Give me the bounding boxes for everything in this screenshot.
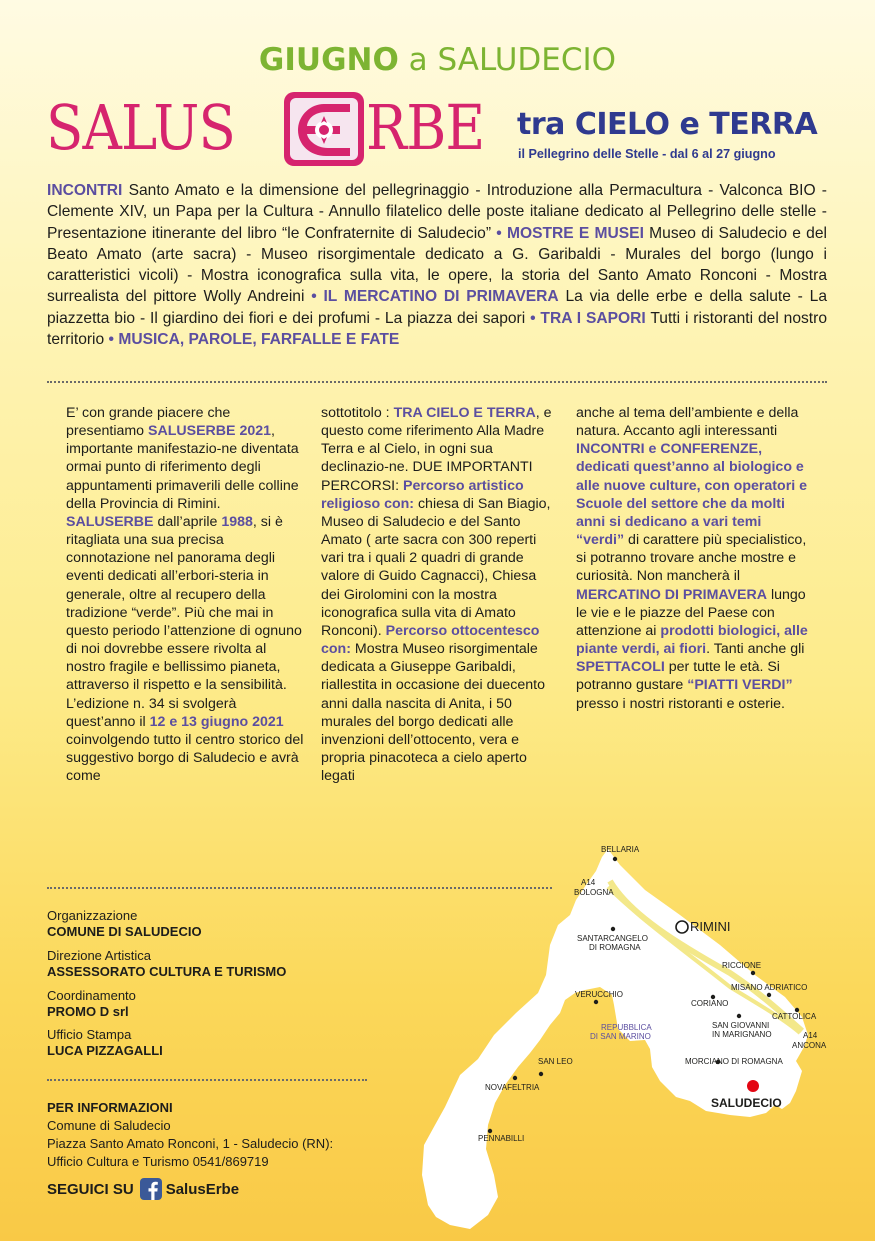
map-label-a14-bottom: A14: [803, 1031, 818, 1040]
month-word: GIUGNO: [258, 42, 399, 78]
follow-label: SEGUICI SU: [47, 1180, 134, 1198]
map-label-misano: MISANO ADRIATICO: [731, 983, 808, 992]
map-label-ancona: ANCONA: [792, 1041, 827, 1050]
mostre-heading: • MOSTRE E MUSEI: [496, 224, 644, 242]
col1-text-3: dall’aprile: [153, 513, 222, 530]
logo-text-salus: SALUS: [46, 91, 235, 164]
col1-text-2: , importante manifestazio-ne diventata ormai punto di riferimento degli appuntamenti primaverili delle colline della Provincia di Rimini.: [66, 423, 299, 512]
incontri-heading: INCONTRI: [47, 182, 123, 199]
col3-text-4: . Tanti anche gli: [706, 641, 805, 658]
col3-highlight-2: MERCATINO DI PRIMAVERA: [576, 586, 768, 603]
col2-highlight-1: TRA CIELO E TERRA: [393, 405, 536, 421]
col3-highlight-1: INCONTRI e CONFERENZE, dedicati quest’anno al biologico e alle nuove culture, con operatori e Scuole del settore che da molti anni si dedicano a vari temi “verdi”: [576, 441, 807, 549]
col1-text-1: E’ con grande piacere che presentiamo: [66, 405, 231, 440]
col2-text-3: chiesa di San Biagio, Museo di Saludecio e del Santo Amato ( arte sacra con 300 reperti vari tra i quali 2 quadri di grande valore di Guido Cagnacci), Chiesa dei Girolomini con la mostra iconografica sulla vita di Amato Ronconi).: [321, 495, 551, 639]
col3-text-5: per tutte le età. Si potranno gustare: [576, 659, 780, 694]
map-label-repubblica-1: REPUBBLICA: [601, 1023, 652, 1032]
col3-text-3: lungo le vie e le piazze del Paese con attenzione ai: [576, 586, 806, 639]
col1-highlight-1: SALUSERBE 2021: [148, 423, 272, 440]
map-label-san-giovanni-2: IN MARIGNANO: [712, 1030, 772, 1039]
col2-text-2: , e questo come riferimento Alla Madre Terra e al Cielo, in ogni sua declinazio-ne. DUE IMPORTANTI PERCORSI:: [321, 405, 552, 494]
map-label-rimini: RIMINI: [690, 919, 731, 934]
col3-text-6: presso i nostri ristoranti e osterie.: [576, 695, 785, 712]
facebook-icon: [140, 1178, 162, 1200]
info-line-1: Comune di Saludecio: [47, 1118, 171, 1133]
map-label-repubblica-2: DI SAN MARINO: [590, 1032, 651, 1041]
credit-item: [47, 1027, 367, 1067]
col1-highlight-2: SALUSERBE: [66, 513, 154, 530]
map-label-morciano: MORCIANO DI ROMAGNA: [685, 1057, 783, 1066]
intro-column-3: [576, 404, 808, 713]
credit-label: Coordinamento: [47, 988, 136, 1003]
intro-column-1: [66, 404, 304, 785]
map-label-santarcangelo-2: DI ROMAGNA: [589, 943, 641, 952]
col1-highlight-4: 12 e 13 giugno 2021: [149, 713, 284, 730]
col2-highlight-3: Percorso ottocentesco con:: [321, 622, 540, 658]
map-label-santarcangelo-1: SANTARCANGELO: [577, 934, 648, 943]
divider-bottom: [47, 1079, 367, 1081]
sapori-text: Tutti i ristoranti del nostro territorio: [47, 309, 827, 349]
month-rest: a SALUDECIO: [398, 42, 617, 78]
col3-text-2: di carattere più specialistico, si potranno trovare anche mostre e curiosità. Non mancherà il: [576, 532, 807, 585]
month-title: [0, 42, 875, 78]
credit-label: Organizzazione: [47, 908, 138, 923]
social-follow[interactable]: [47, 1175, 239, 1203]
saludecio-dot-icon: [747, 1080, 759, 1092]
program-summary: [47, 180, 827, 350]
credit-label: Direzione Artistica: [47, 948, 152, 963]
logo-text-rbe: RBE: [366, 91, 485, 164]
mercatino-heading: • IL MERCATINO DI PRIMAVERA: [311, 288, 559, 306]
musica-heading: • MUSICA, PAROLE, FARFALLE E FATE: [108, 331, 400, 349]
incontri-text: Santo Amato e la dimensione del pellegrinaggio - Introduzione alla Permacultura - Valconca BIO - Clemente XIV, un Papa per la Cultura - Annullo filatelico delle poste italiane dedicato al Pellegrino delle stelle - Presentazione itinerante del libro “le Confraternite di Saludecio”: [47, 182, 827, 242]
credit-item: [47, 908, 367, 948]
sapori-heading: • TRA I SAPORI: [530, 309, 646, 327]
social-handle[interactable]: SalusErbe: [165, 1180, 240, 1198]
credit-value: ASSESSORATO CULTURA E TURISMO: [47, 964, 287, 979]
intro-column-2: [321, 404, 556, 785]
map-label-a14-top: A14: [581, 878, 596, 887]
map-label-novafeltria: NOVAFELTRIA: [485, 1083, 540, 1092]
info-line-3: Ufficio Cultura e Turismo 0541/869719: [47, 1154, 269, 1169]
col2-text-4: Mostra Museo risorgimentale dedicata a Giuseppe Garibaldi, riallestita in occasione dei duecento anni dalla nascita di Anita, i 50 murales del borgo dedicati alle invenzioni dell’ottocento, vera e propria pinacoteca a cielo aperto legati: [321, 641, 545, 785]
mostre-text: Museo di Saludecio e del Beato Amato (arte sacra) - Museo risorgimentale dedicato a G. Garibaldi - Murales del borgo (lungo i caratteristici vicoli) - Mostra iconografica sulla vita, le opere, la storia del Santo Amato Ronconi - Mostra surrealista del pittore Wolly Andreini: [47, 224, 827, 306]
col2-highlight-2: Percorso artistico religioso con:: [321, 477, 524, 512]
credits-block: [47, 908, 367, 1067]
map-label-verucchio: VERUCCHIO: [575, 990, 624, 999]
col3-text-1: anche al tema dell’ambiente e della natura. Accanto agli interessanti: [576, 405, 799, 440]
map-label-riccione: RICCIONE: [722, 961, 762, 970]
map-label-bellaria: BELLARIA: [601, 845, 640, 854]
mercatino-text: La via delle erbe e della salute - La piazzetta bio - Il giardino dei fiori e dei profumi - La piazza dei sapori: [47, 288, 827, 327]
divider-top: [47, 381, 827, 383]
info-block: [47, 1099, 377, 1171]
col3-highlight-5: “PIATTI VERDI”: [687, 677, 793, 694]
col1-highlight-3: 1988: [221, 513, 253, 530]
subtitle-small: il Pellegrino delle Stelle - dal 6 al 27 giugno: [518, 147, 776, 161]
col1-text-4: , si è ritagliata una sua precisa connotazione nel panorama degli eventi dedicati all’erbori-steria in generale, oltre al recupero della tradizione “verde”. Più che mai in questo periodo l’attenzione di ognuno di noi dovrebbe essere rivolta al nostro fragile e bellissimo pianeta, attraverso il rispetto e la sensibilità. L’edizione n. 34 si svolgerà quest’anno il: [66, 513, 302, 730]
credit-value: PROMO D srl: [47, 1004, 129, 1019]
info-line-2: Piazza Santo Amato Ronconi, 1 - Saludecio (RN):: [47, 1136, 334, 1151]
col2-text-1: sottotitolo :: [321, 405, 394, 421]
saluserbe-logo: [46, 90, 506, 170]
subtitle-main: tra CIELO e TERRA: [517, 107, 818, 142]
credit-value: COMUNE DI SALUDECIO: [47, 924, 202, 939]
map-label-bologna: BOLOGNA: [574, 888, 614, 897]
credit-item: [47, 988, 367, 1027]
illuminated-e-icon: [280, 90, 368, 168]
info-title: PER INFORMAZIONI: [47, 1100, 173, 1115]
col3-highlight-4: SPETTACOLI: [576, 659, 665, 676]
credit-item: [47, 948, 367, 988]
credit-value: LUCA PIZZAGALLI: [47, 1043, 163, 1058]
col3-highlight-3: prodotti biologici, alle piante verdi, ai fiori: [576, 622, 808, 658]
map-label-coriano: CORIANO: [691, 999, 729, 1008]
col1-text-5: coinvolgendo tutto il centro storico del suggestivo borgo di Saludecio e avrà come: [66, 731, 304, 785]
rimini-circle-icon: [676, 921, 688, 933]
map-label-cattolica: CATTOLICA: [772, 1012, 817, 1021]
credit-label: Ufficio Stampa: [47, 1027, 132, 1042]
map-label-pennabilli: PENNABILLI: [478, 1134, 525, 1143]
map-label-san-giovanni-1: SAN GIOVANNI: [712, 1021, 770, 1030]
map-label-saludecio: SALUDECIO: [711, 1096, 782, 1110]
map-label-san-leo: SAN LEO: [538, 1057, 573, 1066]
